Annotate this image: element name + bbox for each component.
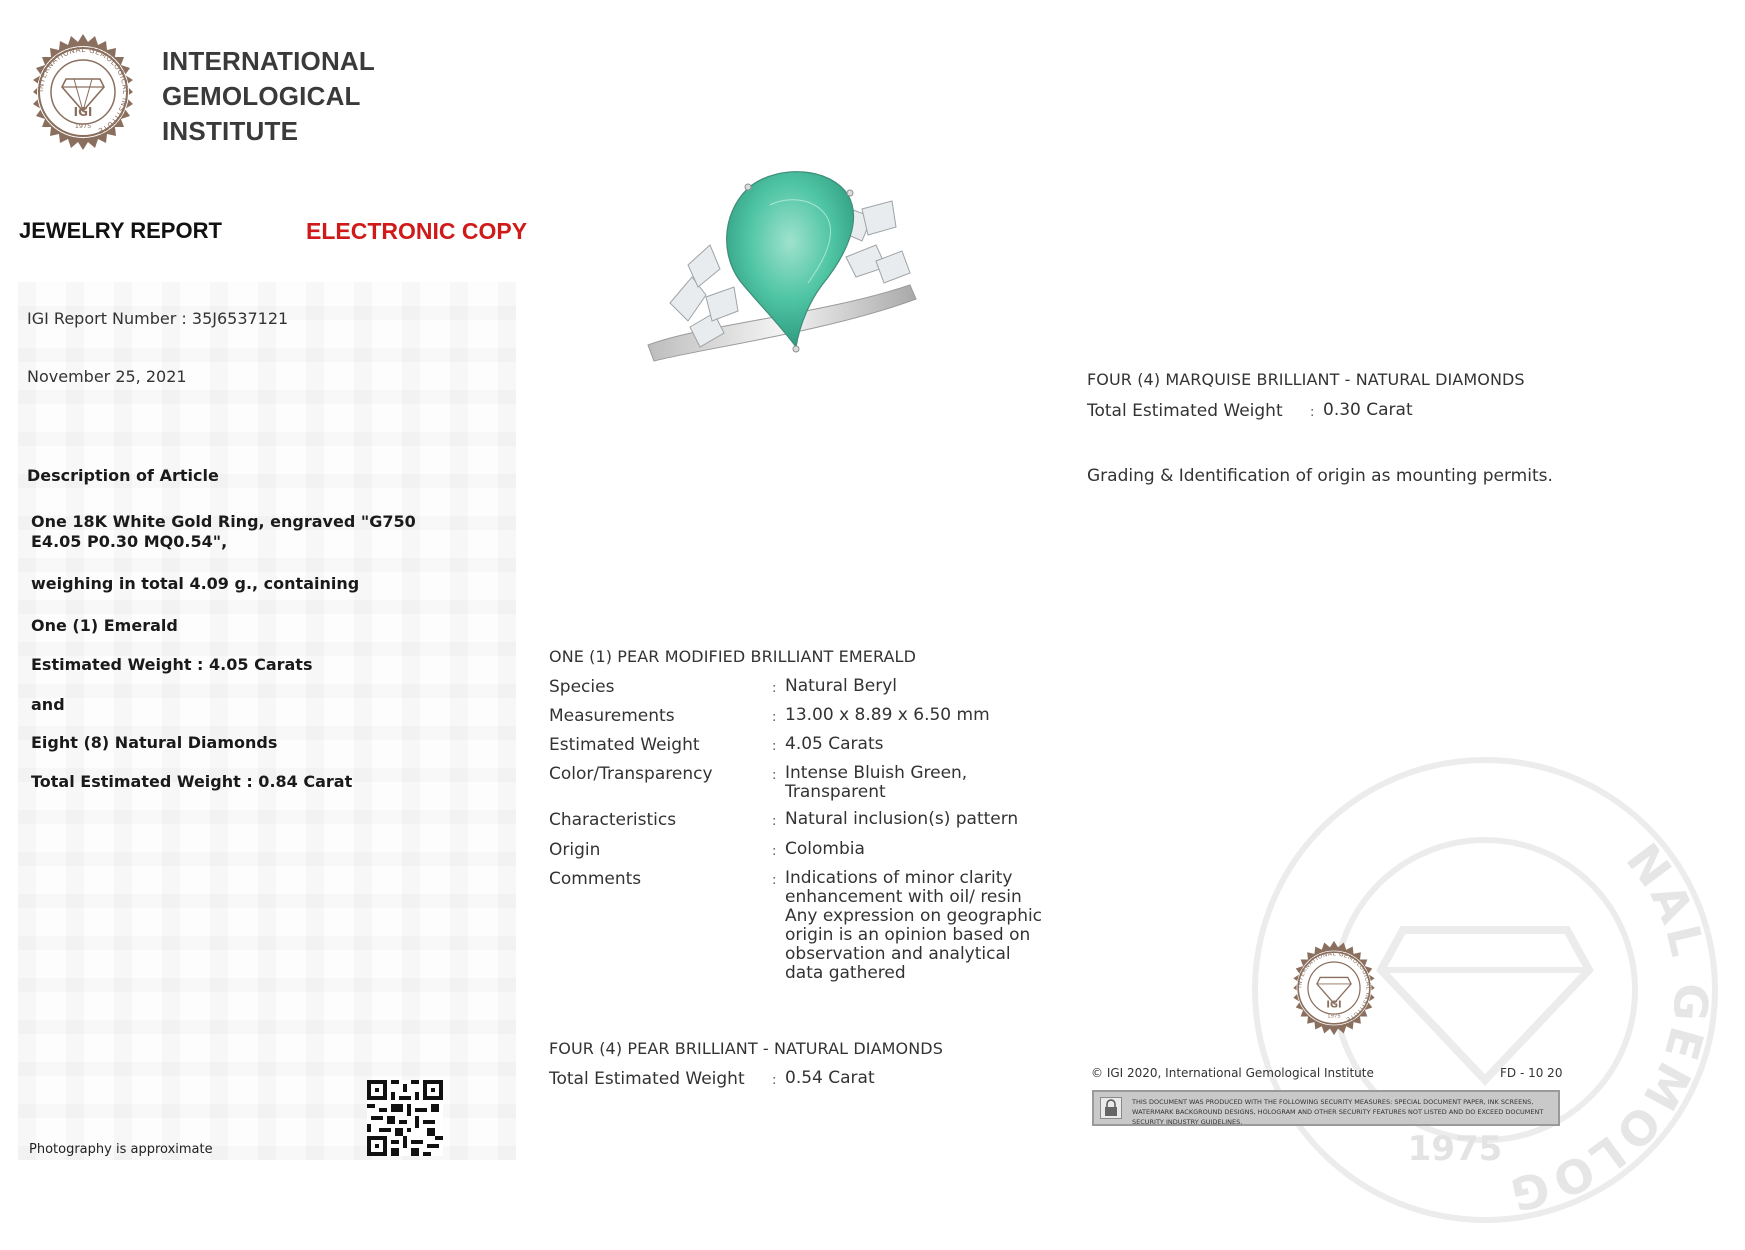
description-heading: Description of Article bbox=[27, 466, 219, 485]
colon-separator: : bbox=[772, 1073, 777, 1088]
qr-code[interactable] bbox=[367, 1080, 443, 1156]
igi-small-seal bbox=[1286, 940, 1382, 1036]
brand-line-3: INSTITUTE bbox=[162, 116, 299, 146]
brand-line-1: INTERNATIONAL bbox=[162, 46, 375, 76]
origin-label: Origin bbox=[549, 840, 601, 860]
pear-weight-value: 0.54 Carat bbox=[785, 1068, 875, 1088]
emerald-row-origin bbox=[549, 840, 1069, 862]
igi-logo-seal bbox=[24, 33, 142, 151]
colon-separator: : bbox=[772, 768, 777, 783]
description-line-5: and bbox=[31, 695, 65, 714]
colon-separator: : bbox=[772, 844, 777, 859]
characteristics-label: Characteristics bbox=[549, 810, 677, 830]
brand-line-2: GEMOLOGICAL bbox=[162, 81, 361, 111]
report-title: JEWELRY REPORT bbox=[19, 218, 222, 243]
measurements-value: 13.00 x 8.89 x 6.50 mm bbox=[785, 705, 990, 725]
species-value: Natural Beryl bbox=[785, 676, 898, 696]
ring-photo bbox=[640, 165, 930, 375]
colon-separator: : bbox=[1310, 405, 1315, 420]
estimated-weight-label: Estimated Weight bbox=[549, 735, 700, 755]
pear-diamonds-weight-row bbox=[549, 1069, 1069, 1091]
measurements-label: Measurements bbox=[549, 706, 675, 726]
colon-separator: : bbox=[772, 681, 777, 696]
security-measures-box bbox=[1092, 1090, 1560, 1126]
description-line-6: Eight (8) Natural Diamonds bbox=[31, 733, 278, 752]
emerald-section-title: ONE (1) PEAR MODIFIED BRILLIANT EMERALD bbox=[549, 647, 916, 666]
form-code: FD - 10 20 bbox=[1500, 1066, 1563, 1080]
emerald-row-estimated-weight bbox=[549, 735, 1069, 757]
description-line-2: weighing in total 4.09 g., containing bbox=[31, 574, 360, 593]
grading-note: Grading & Identification of origin as mounting permits. bbox=[1087, 466, 1553, 486]
emerald-row-color bbox=[549, 764, 1069, 808]
pear-diamonds-title: FOUR (4) PEAR BRILLIANT - NATURAL DIAMONDS bbox=[549, 1039, 943, 1058]
marquise-weight-value: 0.30 Carat bbox=[1323, 400, 1413, 420]
characteristics-value: Natural inclusion(s) pattern bbox=[785, 809, 1019, 829]
emerald-row-species bbox=[549, 677, 1069, 699]
marquise-diamonds-weight-row bbox=[1087, 401, 1567, 423]
electronic-copy-label: ELECTRONIC COPY bbox=[306, 218, 528, 244]
colon-separator: : bbox=[772, 814, 777, 829]
comments-label: Comments bbox=[549, 869, 642, 889]
seal-year: 1975 bbox=[74, 122, 92, 130]
security-measures-text: THIS DOCUMENT WAS PRODUCED WITH THE FOLLOWING SECURITY MEASURES: SPECIAL DOCUMENT PAPER, INK SCREENS, WATERMARK BACKGROUND DESIGNS, HOLOGRAM AND OTHER SECURITY FEATURES NOT LISTED AND DO EXCEED DOCUMENT SECURITY INDUSTRY GUIDELINES. bbox=[1132, 1098, 1544, 1126]
colon-separator: : bbox=[772, 710, 777, 725]
brand-name bbox=[162, 44, 375, 149]
pear-weight-label: Total Estimated Weight bbox=[549, 1069, 745, 1089]
color-transparency-label: Color/Transparency bbox=[549, 764, 713, 784]
description-line-3: One (1) Emerald bbox=[31, 616, 178, 635]
security-watermark-strip bbox=[18, 282, 516, 1160]
seal-ring-text: INTERNATIONAL GEMOLOGICAL INSTITUTE bbox=[35, 44, 131, 136]
small-seal-year: 1975 bbox=[1327, 1013, 1341, 1020]
description-line-1: One 18K White Gold Ring, engraved "G750 E4.05 P0.30 MQ0.54", bbox=[31, 512, 416, 551]
emerald-row-comments bbox=[549, 869, 1069, 989]
comments-value: Indications of minor clarity enhancement with oil/ resin Any expression on geographic origin is an opinion based on observation and analytical data gathered bbox=[785, 868, 1043, 983]
copyright-notice: © IGI 2020, International Gemological Institute bbox=[1091, 1066, 1374, 1080]
report-number: IGI Report Number : 35J6537121 bbox=[27, 309, 289, 328]
estimated-weight-value: 4.05 Carats bbox=[785, 734, 884, 754]
description-line-4: Estimated Weight : 4.05 Carats bbox=[31, 655, 313, 674]
report-date: November 25, 2021 bbox=[27, 367, 187, 386]
marquise-weight-label: Total Estimated Weight bbox=[1087, 401, 1283, 421]
seal-monogram: IGI bbox=[73, 105, 93, 119]
origin-value: Colombia bbox=[785, 839, 865, 859]
colon-separator: : bbox=[772, 739, 777, 754]
emerald-row-measurements bbox=[549, 706, 1069, 728]
colon-separator: : bbox=[772, 873, 777, 888]
description-line-7: Total Estimated Weight : 0.84 Carat bbox=[31, 772, 353, 791]
species-label: Species bbox=[549, 677, 615, 697]
lock-icon bbox=[1100, 1097, 1122, 1119]
emerald-row-characteristics bbox=[549, 810, 1069, 832]
watermark-ring-text: NAL GEMOLOG bbox=[1502, 833, 1719, 1223]
photography-note: Photography is approximate bbox=[29, 1142, 213, 1157]
small-seal-ring-text: INTERNATIONAL GEMOLOGICAL INSTITUTE bbox=[1297, 951, 1371, 1023]
color-transparency-value: Intense Bluish Green, Transparent bbox=[785, 763, 968, 802]
marquise-diamonds-title: FOUR (4) MARQUISE BRILLIANT - NATURAL DIAMONDS bbox=[1087, 370, 1525, 389]
small-seal-monogram: IGI bbox=[1326, 999, 1342, 1011]
watermark-year: 1975 bbox=[1407, 1129, 1503, 1169]
